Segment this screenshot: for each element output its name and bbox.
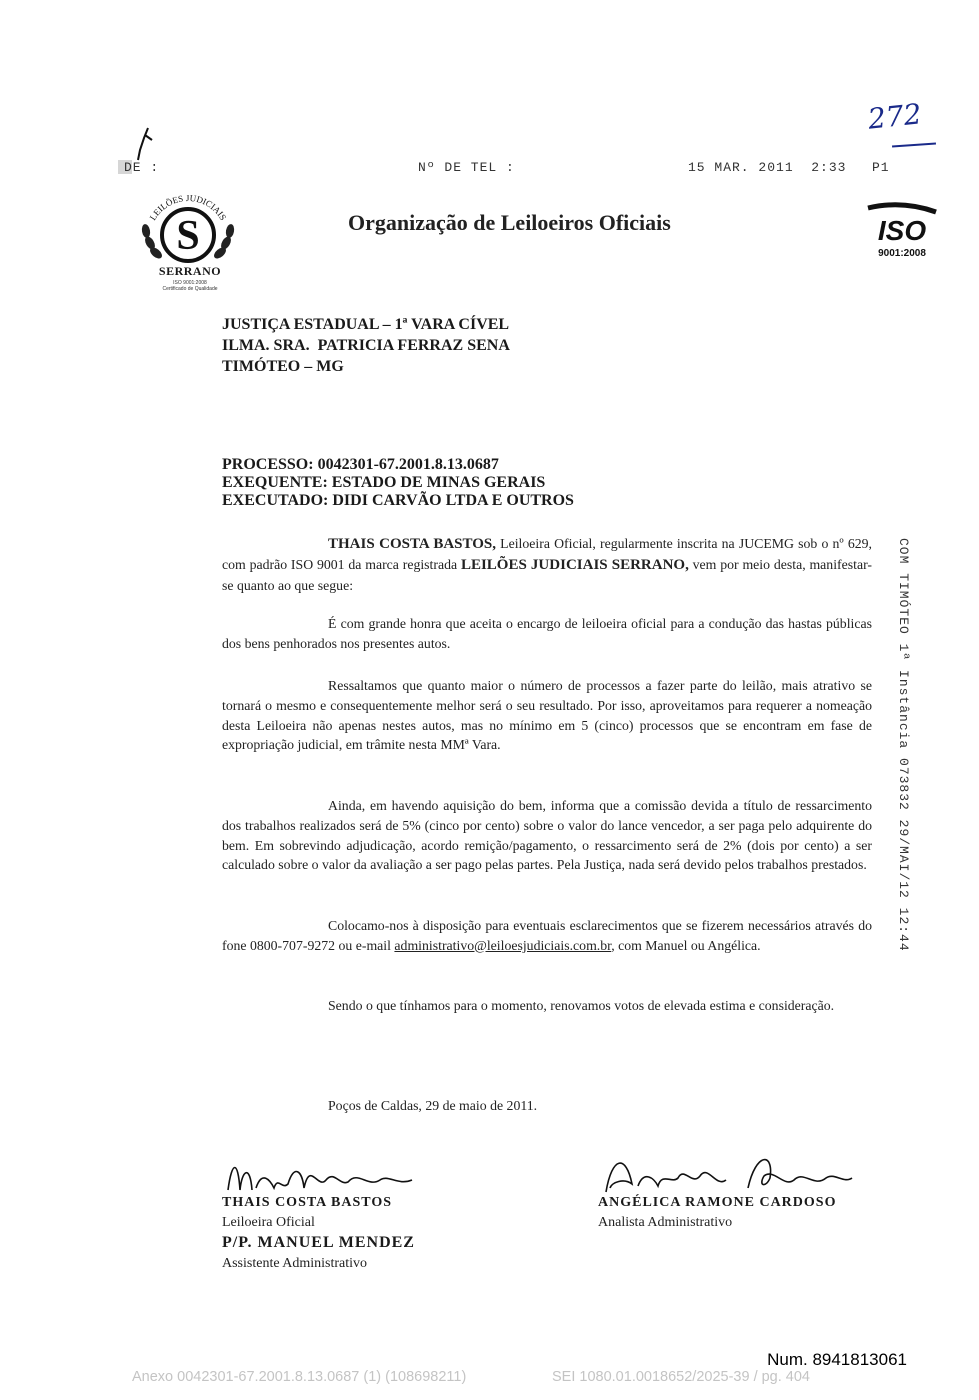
letter-date: Poços de Caldas, 29 de maio de 2011. (328, 1098, 538, 1113)
handwritten-underline (892, 142, 936, 147)
signature-right-icon (598, 1148, 858, 1202)
executado: EXECUTADO: DIDI CARVÃO LTDA E OUTROS (222, 492, 574, 509)
paragraph-closing: Sendo o que tínhamos para o momento, renovamos votos de elevada estima e consideração. (328, 998, 835, 1013)
signature-left-icon (222, 1150, 422, 1200)
organization-title: Organização de Leiloeiros Oficiais (348, 210, 671, 235)
signature-left-role: Leiloeira Oficial (222, 1215, 315, 1230)
svg-text:ISO: ISO (877, 215, 927, 246)
paragraph-contact: Colocamo-nos à disposição para eventuais esclarecimentos que se fizerem necessários através do fone 0800-707-9272 ou e-mail administrativo@leiloesjudiciais.com.br, com Manuel ou Angélica. (222, 918, 872, 953)
signature-right-role: Analista Administrativo (598, 1215, 733, 1230)
brand-name: LEILÕES JUDICIAIS SERRANO, (460, 556, 689, 573)
recipient-line: ILMA. SRA. PATRICIA FERRAZ SENA (222, 337, 510, 354)
logo-name: SERRANO (158, 264, 222, 278)
iso-badge-icon (862, 200, 942, 260)
process-block (222, 456, 574, 510)
paragraph-acceptance: É com grande honra que aceita o encargo de leiloeira oficial para a condução das hastas públicas dos bens penhorados nos presentes autos. (222, 616, 872, 651)
logo-subtitle: ISO 9001:2008 Certificado de Qualidade (162, 280, 218, 292)
protocol-stamp: COM TIMÓTEO 1ª Instância 073832 29/MAI/12 12:44 (896, 538, 911, 952)
signature-pp-name: P/P. MANUEL MENDEZ (222, 1234, 415, 1251)
footer-annex: Anexo 0042301-67.2001.8.13.0687 (1) (108698211) (132, 1369, 467, 1385)
fax-page: P1 (872, 160, 890, 175)
signature-pp-role: Assistente Administrativo (222, 1256, 368, 1271)
footer-sei: SEI 1080.01.0018652/2025-39 / pg. 404 (552, 1369, 810, 1385)
svg-text:S: S (176, 213, 200, 259)
recipient-line: TIMÓTEO – MG (222, 358, 344, 375)
fax-from: DE : (124, 160, 160, 175)
paragraph-request: Ressaltamos que quanto maior o número de processos a fazer parte do leilão, mais atrativo se tornará o mesmo e consequentemente melhor será o seu resultado. Por isso, aproveitamos para requerer a nomeação desta Leiloeira não apenas nestes autos, mas no mínimo em 5 (cinco) processos que se encontram em fase de expropriação judicial, em trâmite nesta MMª Vara. (222, 678, 872, 753)
signature-left-name: THAIS COSTA BASTOS (222, 1195, 392, 1210)
email-link[interactable]: administrativo@leiloesjudiciais.com.br (394, 937, 612, 953)
signature-right-name: ANGÉLICA RAMONE CARDOSO (598, 1195, 837, 1210)
svg-text:LEILÕES JUDICIAIS: LEILÕES JUDICIAIS (147, 192, 229, 223)
svg-text:9001:2008: 9001:2008 (878, 248, 926, 259)
fax-datetime: 15 MAR. 2011 2:33 (688, 160, 847, 175)
recipient-block (222, 314, 510, 377)
fax-phone-label: Nº DE TEL : (418, 160, 515, 175)
document-number: Num. 8941813061 (767, 1350, 907, 1369)
paragraph-intro: THAIS COSTA BASTOS, Leiloeira Oficial, regularmente inscrita na JUCEMG sob o nº 629, com padrão ISO 9001 da marca registrada LEILÕES JUDICIAIS SERRANO, vem por meio desta, manifestar-se quanto ao que segue: (222, 536, 872, 593)
paragraph-commission: Ainda, em havendo aquisição do bem, informa que a comissão devida a título de ressarcimento dos trabalhos realizados será de 5% (cinco por cento) sobre o valor do lance vencedor, a ser paga pelo adquirente do bem. Em sobrevindo adjudicação, acordo remição/pagamento, o ressarcimento será de 2% (dois por cento) a ser calculado sobre o valor da avaliação a ser pago pelas partes. Pela Justiça, nada será devido pelos trabalhos prestados. (222, 798, 872, 873)
exequente: EXEQUENTE: ESTADO DE MINAS GERAIS (222, 474, 546, 491)
handwritten-page-number: 272 (866, 97, 924, 136)
auctioneer-name: THAIS COSTA BASTOS, (328, 536, 496, 552)
recipient-line: JUSTIÇA ESTADUAL – 1ª VARA CÍVEL (222, 316, 510, 333)
process-number: PROCESSO: 0042301-67.2001.8.13.0687 (222, 456, 499, 473)
